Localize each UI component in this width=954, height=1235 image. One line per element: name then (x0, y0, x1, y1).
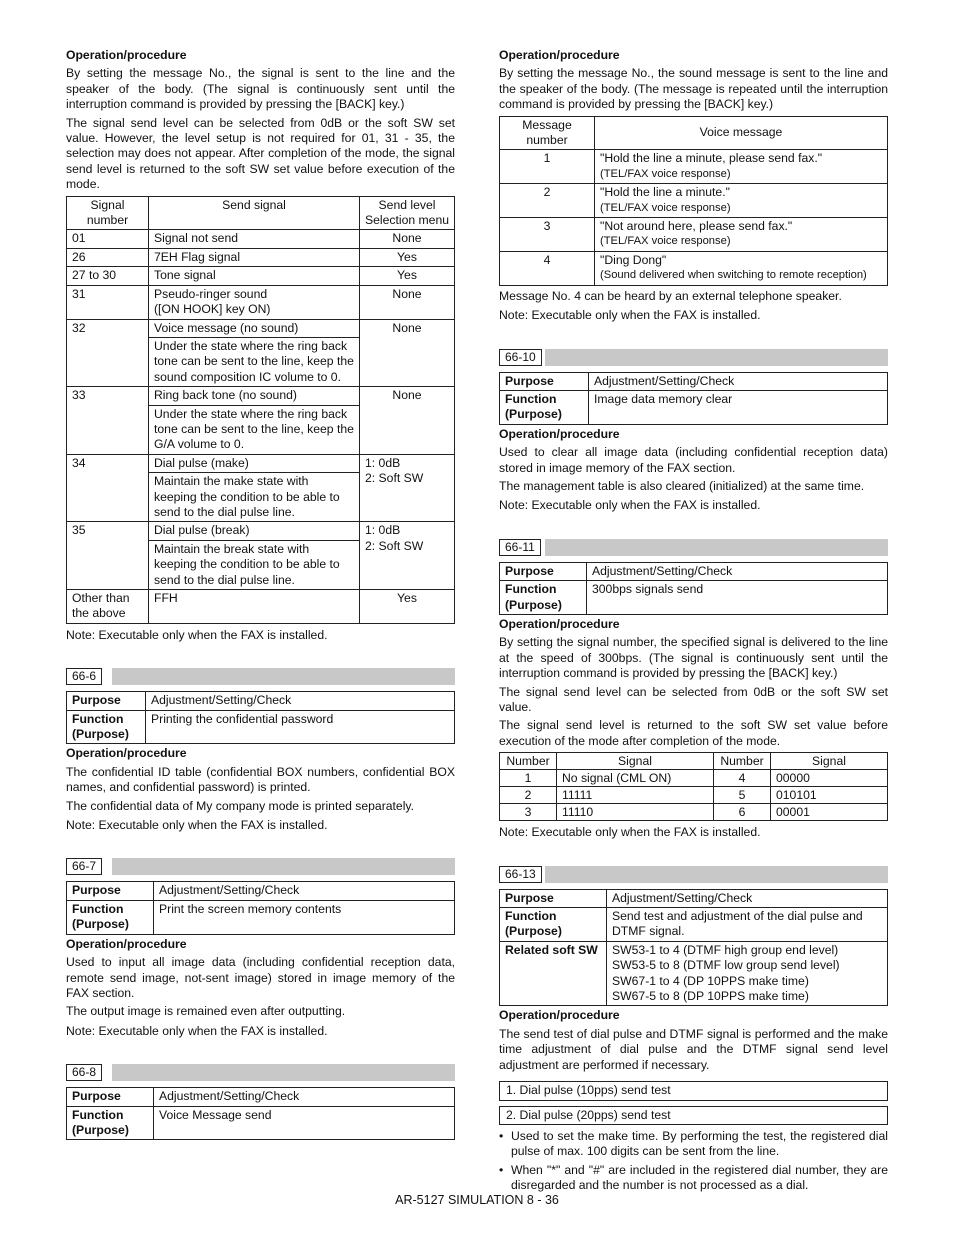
table-cell: Adjustment/Setting/Check (154, 882, 455, 900)
table-cell: Number (714, 753, 771, 770)
table-cell: 6 (714, 804, 771, 821)
table-cell: Send test and adjustment of the dial pulse and DTMF signal. (607, 908, 888, 942)
table-cell: Purpose (67, 882, 154, 900)
table-row (67, 1106, 455, 1140)
table-cell: Purpose (500, 372, 589, 390)
paragraph: By setting the signal number, the specified signal is delivered to the line at the speed of 300bps. (The signal is continuously sent until the interruption command is provided by pressing the [BACK] key.) (499, 635, 888, 681)
section-tag: 66-8 (66, 1064, 102, 1081)
paragraph: The signal send level can be selected from 0dB or the soft SW set value. However, the level setup is not required for 01, 31 - 35, the selection may does not appear. After completion of the mode, the signal send level is returned to the soft SW set value before execution of the mode. (66, 115, 455, 192)
table-cell: 27 to 30 (67, 267, 149, 285)
table-cell: 7EH Flag signal (149, 248, 360, 266)
table-cell: 1: 0dB 2: Soft SW (360, 454, 455, 522)
table-row (500, 390, 888, 424)
table-cell: "Hold the line a minute, please send fax." (TEL/FAX voice response) (595, 150, 888, 184)
paragraph: The confidential data of My company mode is printed separately. (66, 798, 414, 813)
op-heading: Operation/procedure (499, 1008, 620, 1023)
right-column (499, 48, 888, 1197)
table-cell: None (360, 319, 455, 387)
table-cell: "Ding Dong" (Sound delivered when switching to remote reception) (595, 251, 888, 285)
signal-table (66, 196, 455, 624)
table-cell: 2 (500, 184, 595, 218)
table-cell: 3 (500, 218, 595, 252)
paragraph: Used to clear all image data (including confidential reception data) stored in image memory of the FAX section. (499, 445, 888, 475)
table-cell: None (360, 230, 455, 248)
table-cell: 4 (714, 770, 771, 787)
table-row (67, 319, 455, 337)
table-cell: Function (Purpose) (500, 908, 607, 942)
table-row (500, 770, 888, 787)
table-cell: 11111 (557, 787, 714, 804)
op-heading: Operation/procedure (66, 936, 187, 951)
op-heading: Operation/procedure (499, 48, 620, 62)
table-cell: No signal (CML ON) (557, 770, 714, 787)
table-cell: Voice Message send (154, 1106, 455, 1140)
table-cell: Dial pulse (break) (149, 522, 360, 540)
table-cell: Under the state where the ring back tone can be sent to the line, keep the sound composition IC volume to 0. (149, 337, 360, 386)
table-cell: Under the state where the ring back tone can be sent to the line, keep the G/A volume to 0. (149, 405, 360, 454)
table-cell: 2 (500, 787, 557, 804)
table-row (500, 116, 888, 150)
table-row (67, 285, 455, 319)
table-row (500, 150, 888, 184)
paragraph: The send test of dial pulse and DTMF signal is performed and the make time adjustment of dial pulse and the DTMF signal send level adjustment are performed if necessary. (499, 1026, 888, 1072)
paragraph: By setting the message No., the sound message is sent to the line and the speaker of the body. (The message is repeated until the interruption command is provided by pressing the [BACK] key.) (499, 66, 888, 112)
table-row (500, 184, 888, 218)
table-cell: 5 (714, 787, 771, 804)
table-row (67, 248, 455, 266)
table-row (500, 787, 888, 804)
table-row (67, 590, 455, 624)
table-cell: 1 (500, 770, 557, 787)
table-row (500, 562, 888, 580)
section-bar-66-8 (66, 1064, 455, 1081)
paragraph: The management table is also cleared (initialized) at the same time. (499, 478, 865, 493)
paragraph: The confidential ID table (confidential BOX numbers, confidential BOX names, and confidential password) is printed. (66, 764, 455, 795)
table-cell: Maintain the make state with keeping the condition to be able to send to the dial pulse line. (149, 473, 360, 522)
table-cell: 010101 (771, 787, 888, 804)
paragraph: Message No. 4 can be heard by an external telephone speaker. (499, 288, 842, 303)
table-header: Voice message (595, 116, 888, 150)
table-cell: Purpose (500, 889, 607, 907)
table-cell: "Not around here, please send fax." (TEL/FAX voice response) (595, 218, 888, 252)
table-row (500, 889, 888, 907)
300bps-signal-table (499, 752, 888, 821)
table-cell: 32 (67, 319, 149, 387)
table-row (500, 581, 888, 615)
section-tag: 66-6 (66, 668, 102, 685)
table-cell: Function (Purpose) (67, 1106, 154, 1140)
table-header: Send signal (149, 196, 360, 230)
table-cell: Other than the above (67, 590, 149, 624)
list-item: • Used to set the make time. By performing the test, the registered dial pulse of max. 100 digits can be sent from the line. (499, 1128, 888, 1159)
table-cell: Yes (360, 590, 455, 624)
table-cell: Adjustment/Setting/Check (154, 1088, 455, 1106)
table-row (500, 753, 888, 770)
section-bar-66-11 (499, 539, 888, 556)
table-row (67, 522, 455, 540)
table-cell: Yes (360, 248, 455, 266)
table-cell: Pseudo-ringer sound ([ON HOOK] key ON) (149, 285, 360, 319)
table-cell: Print the screen memory contents (154, 900, 455, 934)
list-item: 2. Dial pulse (20pps) send test (499, 1106, 888, 1125)
paragraph: The signal send level can be selected from 0dB or the soft SW set value. (499, 684, 888, 714)
table-row (500, 941, 888, 1006)
table-row (67, 230, 455, 248)
table-row (500, 372, 888, 390)
op-heading: Operation/procedure (66, 48, 187, 62)
table-cell: 31 (67, 285, 149, 319)
table-row (67, 387, 455, 405)
table-cell: Signal (771, 753, 888, 770)
table-header: Signal number (67, 196, 149, 230)
bullet-list (499, 1129, 888, 1194)
table-row (500, 218, 888, 252)
table-cell: 34 (67, 454, 149, 522)
table-cell: Tone signal (149, 267, 360, 285)
purpose-table (499, 372, 888, 425)
table-cell: Maintain the break state with keeping the condition to be able to send to the dial pulse line. (149, 540, 360, 589)
table-cell: Function (Purpose) (500, 581, 587, 615)
section-tag: 66-13 (499, 866, 542, 883)
table-cell: Purpose (67, 1088, 154, 1106)
note: Note: Executable only when the FAX is installed. (499, 825, 761, 840)
table-cell: 3 (500, 804, 557, 821)
table-cell: Dial pulse (make) (149, 454, 360, 472)
table-cell: Ring back tone (no sound) (149, 387, 360, 405)
table-row (67, 454, 455, 472)
note: Note: Executable only when the FAX is installed. (499, 498, 761, 513)
note: Note: Executable only when the FAX is installed. (66, 1023, 328, 1038)
table-cell: Purpose (500, 562, 587, 580)
note: Note: Executable only when the FAX is installed. (66, 818, 328, 833)
table-cell: 33 (67, 387, 149, 455)
table-row (67, 1088, 455, 1106)
table-cell: 35 (67, 522, 149, 590)
table-cell: 11110 (557, 804, 714, 821)
table-cell: Purpose (67, 692, 146, 710)
page-footer: AR-5127 SIMULATION 8 - 36 (395, 1193, 559, 1207)
table-cell: Printing the confidential password (146, 710, 455, 744)
purpose-table (66, 881, 455, 934)
table-cell: SW53-1 to 4 (DTMF high group end level) SW53-5 to 8 (DTMF low group send level) SW67-1 to 4 (DP 10PPS make time) SW67-5 to 8 (DP 10PPS make time) (607, 941, 888, 1006)
section-tag: 66-11 (499, 539, 541, 556)
table-cell: Voice message (no sound) (149, 319, 360, 337)
purpose-table (499, 562, 888, 615)
table-row (67, 900, 455, 934)
table-header: Send level Selection menu (360, 196, 455, 230)
table-cell: Adjustment/Setting/Check (146, 692, 455, 710)
table-cell: FFH (149, 590, 360, 624)
paragraph: By setting the message No., the signal is sent to the line and the speaker of the body. (The signal is continuously sent until the interruption command is provided by pressing the [BACK] key.) (66, 66, 455, 112)
section-bar-66-10 (499, 349, 888, 366)
section-bar-66-6 (66, 668, 455, 685)
table-cell: 1: 0dB 2: Soft SW (360, 522, 455, 590)
table-header: Message number (500, 116, 595, 150)
table-cell: 300bps signals send (587, 581, 888, 615)
table-cell: 00001 (771, 804, 888, 821)
section-tag: 66-7 (66, 858, 102, 875)
paragraph: The signal send level is returned to the soft SW set value before execution of the mode after completion of the mode. (499, 718, 888, 748)
table-cell: None (360, 285, 455, 319)
table-row (500, 908, 888, 942)
table-row (67, 196, 455, 230)
table-cell: Function (Purpose) (67, 900, 154, 934)
table-cell: Signal (557, 753, 714, 770)
table-cell: Adjustment/Setting/Check (607, 889, 888, 907)
section-bar-66-7 (66, 858, 455, 875)
table-cell: 1 (500, 150, 595, 184)
op-heading: Operation/procedure (66, 746, 187, 761)
table-row (67, 882, 455, 900)
op-heading: Operation/procedure (499, 616, 620, 631)
table-cell: 4 (500, 251, 595, 285)
table-cell: "Hold the line a minute." (TEL/FAX voice response) (595, 184, 888, 218)
list-item: • When "*" and "#" are included in the registered dial number, they are disregarded and the number is not processed as a dial. (499, 1162, 888, 1193)
purpose-table (66, 691, 455, 744)
note: Note: Executable only when the FAX is installed. (499, 308, 761, 323)
table-cell: Function (Purpose) (500, 390, 589, 424)
table-cell: None (360, 387, 455, 455)
table-row (67, 692, 455, 710)
table-cell: Image data memory clear (589, 390, 888, 424)
list-item: 1. Dial pulse (10pps) send test (499, 1081, 888, 1100)
table-row (67, 267, 455, 285)
table-cell: Signal not send (149, 230, 360, 248)
table-row (500, 804, 888, 821)
paragraph: The output image is remained even after outputting. (66, 1004, 346, 1019)
table-cell: Function (Purpose) (67, 710, 146, 744)
paragraph: Used to input all image data (including confidential reception data, remote send image, not-sent image) stored in image memory of the FAX section. (66, 955, 455, 1000)
table-cell: Yes (360, 267, 455, 285)
table-row (67, 710, 455, 744)
table-cell: 01 (67, 230, 149, 248)
purpose-table (499, 889, 888, 1007)
note: Note: Executable only when the FAX is installed. (66, 627, 328, 642)
table-cell: Adjustment/Setting/Check (589, 372, 888, 390)
purpose-table (66, 1087, 455, 1140)
left-column (66, 48, 455, 1140)
table-cell: 00000 (771, 770, 888, 787)
table-row (500, 251, 888, 285)
table-cell: Related soft SW (500, 941, 607, 1006)
table-cell: 26 (67, 248, 149, 266)
voice-message-table (499, 116, 888, 286)
op-heading: Operation/procedure (499, 426, 620, 441)
table-cell: Number (500, 753, 557, 770)
section-bar-66-13 (499, 866, 888, 883)
section-tag: 66-10 (499, 349, 542, 366)
table-cell: Adjustment/Setting/Check (587, 562, 888, 580)
